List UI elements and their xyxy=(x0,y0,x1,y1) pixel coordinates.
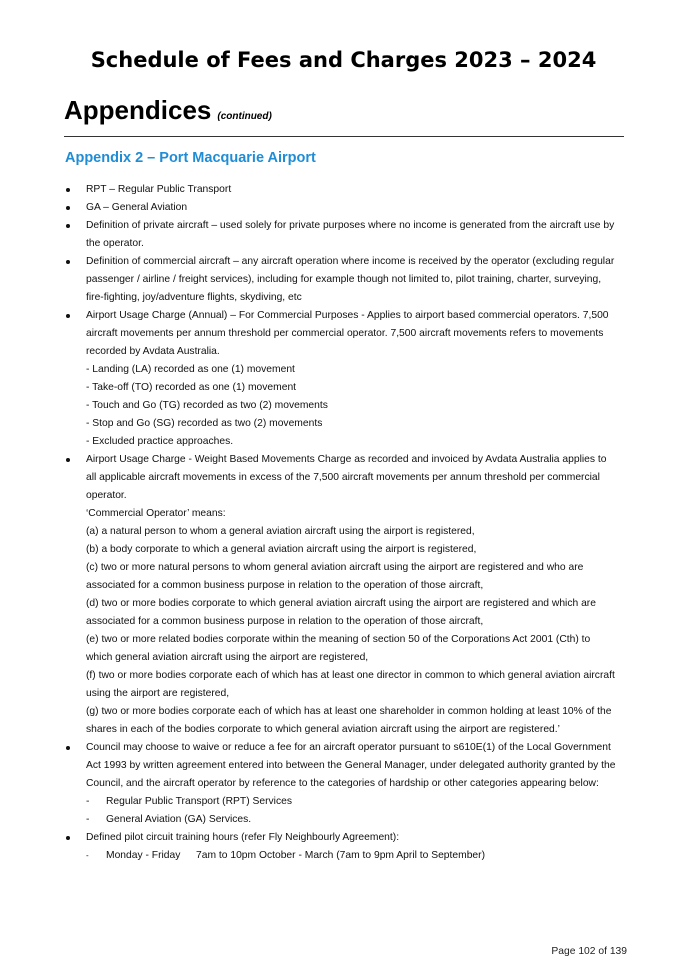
item-line: using the airport are registered, xyxy=(86,688,230,699)
item-line: (e) two or more related bodies corporate within the meaning of section 50 of the Corporations Act 2001 (Cth) to xyxy=(86,634,591,645)
item-line: recorded by Avdata Australia. xyxy=(86,346,220,357)
sub-item-text: General Aviation (GA) Services. xyxy=(106,814,252,825)
sub-item xyxy=(86,847,626,865)
item-line: associated for a common business purpose in relation to the operation of those aircraft, xyxy=(86,580,484,591)
item-line: fire-fighting, joy/adventure flights, skydiving, etc xyxy=(86,292,302,303)
dash-mark: - xyxy=(86,796,90,807)
bullet-icon xyxy=(66,458,70,462)
item-line: passenger / airline / freight services), including for example though not limited to, pilot training, charter, surveying, xyxy=(86,274,602,285)
item-line: - Landing (LA) recorded as one (1) movement xyxy=(86,364,295,375)
bullet-icon xyxy=(66,224,70,228)
document-title: Schedule of Fees and Charges 2023 – 2024 xyxy=(90,48,597,72)
item-line: RPT – Regular Public Transport xyxy=(86,184,232,195)
bullet-icon xyxy=(66,260,70,264)
item-line: Act 1993 by written agreement entered into between the General Manager, under delegated authority granted by the xyxy=(86,760,616,771)
item-line: (a) a natural person to whom a general aviation aircraft using the airport is registered, xyxy=(86,526,475,537)
item-line: Council, and the aircraft operator by reference to the categories of hardship or other categories appearing below: xyxy=(86,778,599,789)
list-item xyxy=(66,217,626,253)
item-line: aircraft movements per annum threshold per commercial operator. 7,500 aircraft movements refers to movements xyxy=(86,328,604,339)
list-item xyxy=(66,181,626,199)
item-line: (f) two or more bodies corporate each of which has at least one director in common to which general aviation aircraft xyxy=(86,670,615,681)
sub-item-text: Regular Public Transport (RPT) Services xyxy=(106,796,292,807)
divider xyxy=(64,136,624,137)
page-number: Page 102 of 139 xyxy=(551,946,627,957)
section-heading xyxy=(64,95,272,126)
item-line: Defined pilot circuit training hours (refer Fly Neighbourly Agreement): xyxy=(86,832,400,843)
heading-text: Appendices xyxy=(64,95,212,125)
list-item xyxy=(66,307,626,451)
item-line: GA – General Aviation xyxy=(86,202,188,213)
item-line: - Touch and Go (TG) recorded as two (2) movements xyxy=(86,400,328,411)
item-line: all applicable aircraft movements in excess of the 7,500 aircraft movements per annum threshold per commercial xyxy=(86,472,600,483)
list-item xyxy=(66,253,626,307)
item-line: (b) a body corporate to which a general aviation aircraft using the airport is registered, xyxy=(86,544,477,555)
item-line: - Stop and Go (SG) recorded as two (2) movements xyxy=(86,418,323,429)
list-item xyxy=(66,739,626,829)
item-line: associated for a common business purpose in relation to the operation of those aircraft, xyxy=(86,616,484,627)
item-line: - Take-off (TO) recorded as one (1) movement xyxy=(86,382,297,393)
hours-times: 7am to 10pm October - March (7am to 9pm April to September) xyxy=(196,850,486,861)
list-item xyxy=(66,829,626,865)
sub-item xyxy=(86,811,626,829)
sub-item xyxy=(86,793,626,811)
hours-line xyxy=(106,847,626,865)
item-line: which general aviation aircraft using the airport are registered, xyxy=(86,652,369,663)
item-line: Council may choose to waive or reduce a fee for an aircraft operator pursuant to s610E(1) of the Local Government xyxy=(86,742,611,753)
item-line: (d) two or more bodies corporate to which general aviation aircraft using the airport are registered and which are xyxy=(86,598,596,609)
item-line: (c) two or more natural persons to whom general aviation aircraft using the airport are registered and who are xyxy=(86,562,584,573)
dash-mark: - xyxy=(86,851,89,860)
bullet-icon xyxy=(66,206,70,210)
bullet-icon xyxy=(66,314,70,318)
item-line: shares in each of the bodies corporate to which general aviation aircraft using the airport are registered.’ xyxy=(86,724,560,735)
bullet-list xyxy=(66,181,626,865)
item-line: - Excluded practice approaches. xyxy=(86,436,234,447)
item-line: Airport Usage Charge - Weight Based Movements Charge as recorded and invoiced by Avdata Australia applies to xyxy=(86,454,607,465)
bullet-icon xyxy=(66,188,70,192)
hours-days: Monday - Friday xyxy=(106,850,181,861)
item-line: the operator. xyxy=(86,238,144,249)
appendix-title: Appendix 2 – Port Macquarie Airport xyxy=(65,150,316,166)
item-line: (g) two or more bodies corporate each of which has at least one shareholder in common holding at least 10% of the xyxy=(86,706,612,717)
list-item xyxy=(66,451,626,739)
bullet-icon xyxy=(66,746,70,750)
item-line: operator. xyxy=(86,490,127,501)
item-line: Airport Usage Charge (Annual) – For Commercial Purposes - Applies to airport based commercial operators. 7,500 xyxy=(86,310,609,321)
item-line: Definition of commercial aircraft – any aircraft operation where income is received by the operator (excluding regular xyxy=(86,256,615,267)
item-line: ‘Commercial Operator’ means: xyxy=(86,508,226,519)
list-item xyxy=(66,199,626,217)
bullet-icon xyxy=(66,836,70,840)
item-line: Definition of private aircraft – used solely for private purposes where no income is generated from the aircraft use by xyxy=(86,220,615,231)
heading-continued: (continued) xyxy=(217,111,272,122)
dash-mark: - xyxy=(86,814,90,825)
